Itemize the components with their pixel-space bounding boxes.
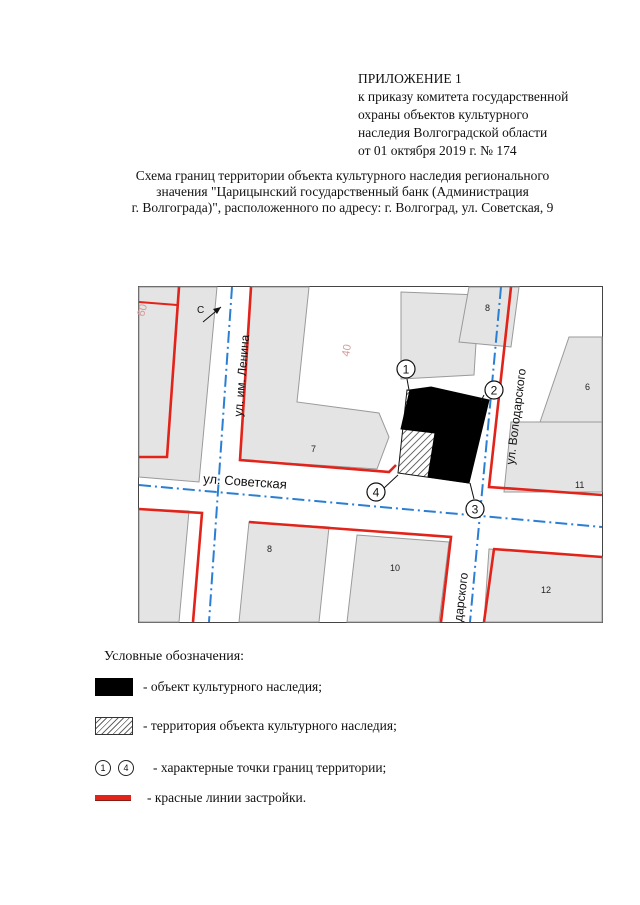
city-blocks — [139, 287, 602, 622]
heritage-object-swatch — [95, 678, 133, 696]
scheme-title — [70, 168, 615, 216]
boundary-map — [135, 286, 603, 623]
legend-row-red-lines — [95, 787, 306, 809]
legend-text: - характерные точки границ территории; — [153, 760, 387, 775]
building-number: 6 — [585, 382, 591, 392]
block-8-bottom — [239, 522, 329, 622]
legend-row-object — [95, 676, 322, 698]
red-line-swatch — [95, 795, 131, 801]
street-label-lenina: ул. им. Ленина — [231, 334, 253, 418]
point-label: 2 — [490, 383, 498, 398]
appendix-line: к приказу комитета государственной — [358, 89, 569, 104]
legend-text: - объект культурного наследия; — [143, 679, 323, 694]
building-number: 7 — [311, 444, 317, 454]
appendix-block — [358, 70, 628, 160]
block-bottom-left — [139, 509, 189, 622]
boundary-point-4 — [367, 483, 385, 501]
point-label: 4 — [372, 485, 380, 500]
building-number: 11 — [575, 480, 585, 490]
street-label-sovetskaya: ул. Советская — [202, 471, 288, 492]
block-7-lshape — [240, 287, 389, 469]
point-label: 3 — [471, 502, 479, 517]
point-circle-icon: 1 — [95, 760, 111, 776]
title-line: г. Волгограда)", расположенного по адресу: г. Волгоград, ул. Советская, 9 — [131, 200, 554, 215]
appendix-line: наследия Волгоградской области — [358, 125, 548, 140]
legend-row-points — [95, 757, 386, 779]
street-label-volodarskogo-partial: дарского — [451, 571, 471, 623]
appendix-line: охраны объектов культурного — [358, 107, 529, 122]
legend-text: - красные линии застройки. — [147, 790, 307, 805]
faint-mark: 40 — [340, 343, 355, 358]
street-label-volodarskogo: ул. Володарского — [503, 367, 529, 466]
appendix-date: от 01 октября 2019 г. № 174 — [358, 143, 517, 158]
building-number: 8 — [485, 303, 491, 313]
boundary-point-1 — [397, 360, 415, 378]
legend-text: - территория объекта культурного наследия; — [143, 718, 397, 733]
north-label: С — [197, 305, 205, 316]
legend-heading: Условные обозначения: — [104, 649, 245, 664]
title-line: Схема границ территории объекта культурного наследия регионального — [135, 168, 550, 183]
building-number: 8 — [267, 544, 273, 554]
point-circle-icon: 4 — [118, 760, 134, 776]
boundary-point-3 — [466, 500, 484, 518]
legend-row-territory — [95, 715, 397, 737]
appendix-heading: ПРИЛОЖЕНИЕ 1 — [358, 71, 462, 86]
boundary-point-2 — [485, 381, 503, 399]
building-number: 10 — [390, 563, 401, 573]
building-number: 12 — [541, 585, 552, 595]
title-line: значения "Царицынский государственный банк (Администрация — [156, 184, 529, 199]
territory-hatch-swatch — [95, 717, 133, 735]
faint-mark: 60 — [135, 302, 151, 318]
block-10-bottom — [347, 535, 449, 622]
point-label: 1 — [402, 362, 410, 377]
boundary-points-swatch — [95, 760, 143, 776]
